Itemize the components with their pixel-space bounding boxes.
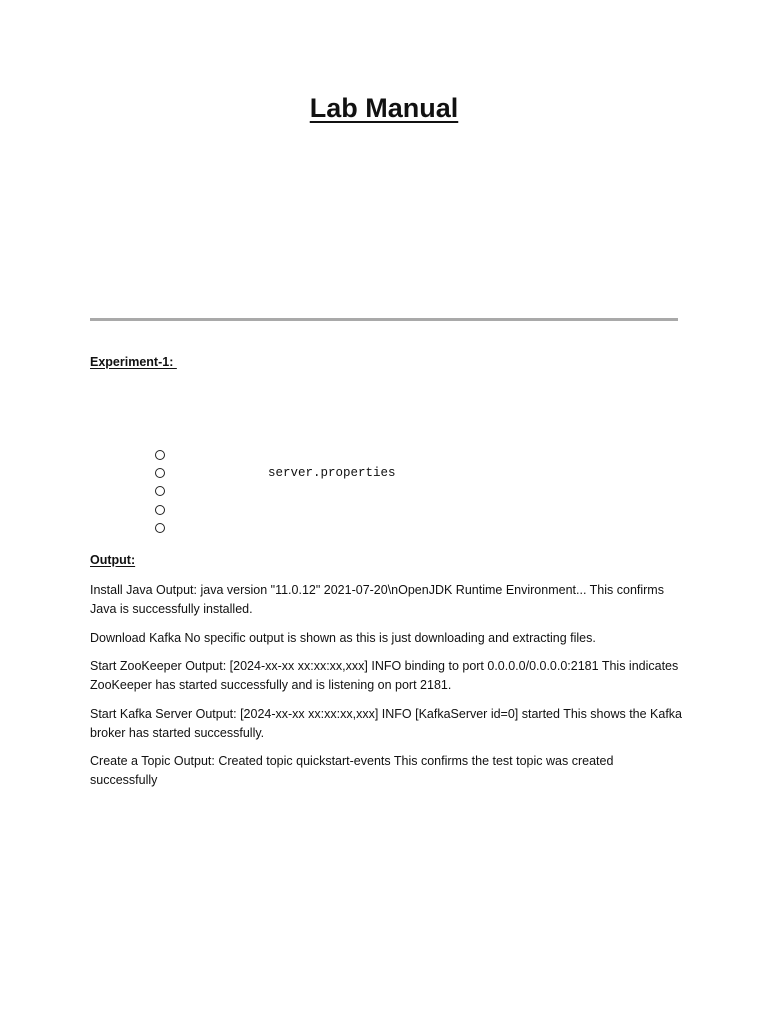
output-paragraph-download-kafka: Download Kafka No specific output is shown as this is just downloading and extracting files. [90,630,596,645]
output-paragraph-install-java: Install Java Output: java version "11.0.12" 2021-07-20\nOpenJDK Runtime Environment... This confirms Java is successfully installed. [90,583,664,616]
output-paragraph-create-topic: Create a Topic Output: Created topic quickstart-events This confirms the test topic was created successfully [90,754,614,787]
list-item-text: server.properties [268,466,396,481]
experiment-heading: Experiment-1: [90,355,177,369]
output-body [90,581,682,800]
output-paragraph-start-kafka-server: Start Kafka Server Output: [2024-xx-xx xx:xx:xx,xxx] INFO [KafkaServer id=0] started This shows the Kafka broker has started successfully. [90,706,683,740]
hollow-circle-bullet-icon [155,523,165,533]
hollow-circle-bullet-icon [155,468,165,478]
output-paragraph-start-zookeeper: Start ZooKeeper Output: [2024-xx-xx xx:xx:xx,xxx] INFO binding to port 0.0.0.0/0.0.0.0:2181 This indicates ZooKeeper has started successfully and is listening on port 2181. [90,659,679,692]
hollow-circle-bullet-icon [155,486,165,496]
document-title: Lab Manual [309,93,459,123]
output-heading: Output: [90,553,136,567]
hollow-circle-bullet-icon [155,450,165,460]
horizontal-rule [90,318,678,321]
hollow-circle-bullet-icon [155,505,165,515]
